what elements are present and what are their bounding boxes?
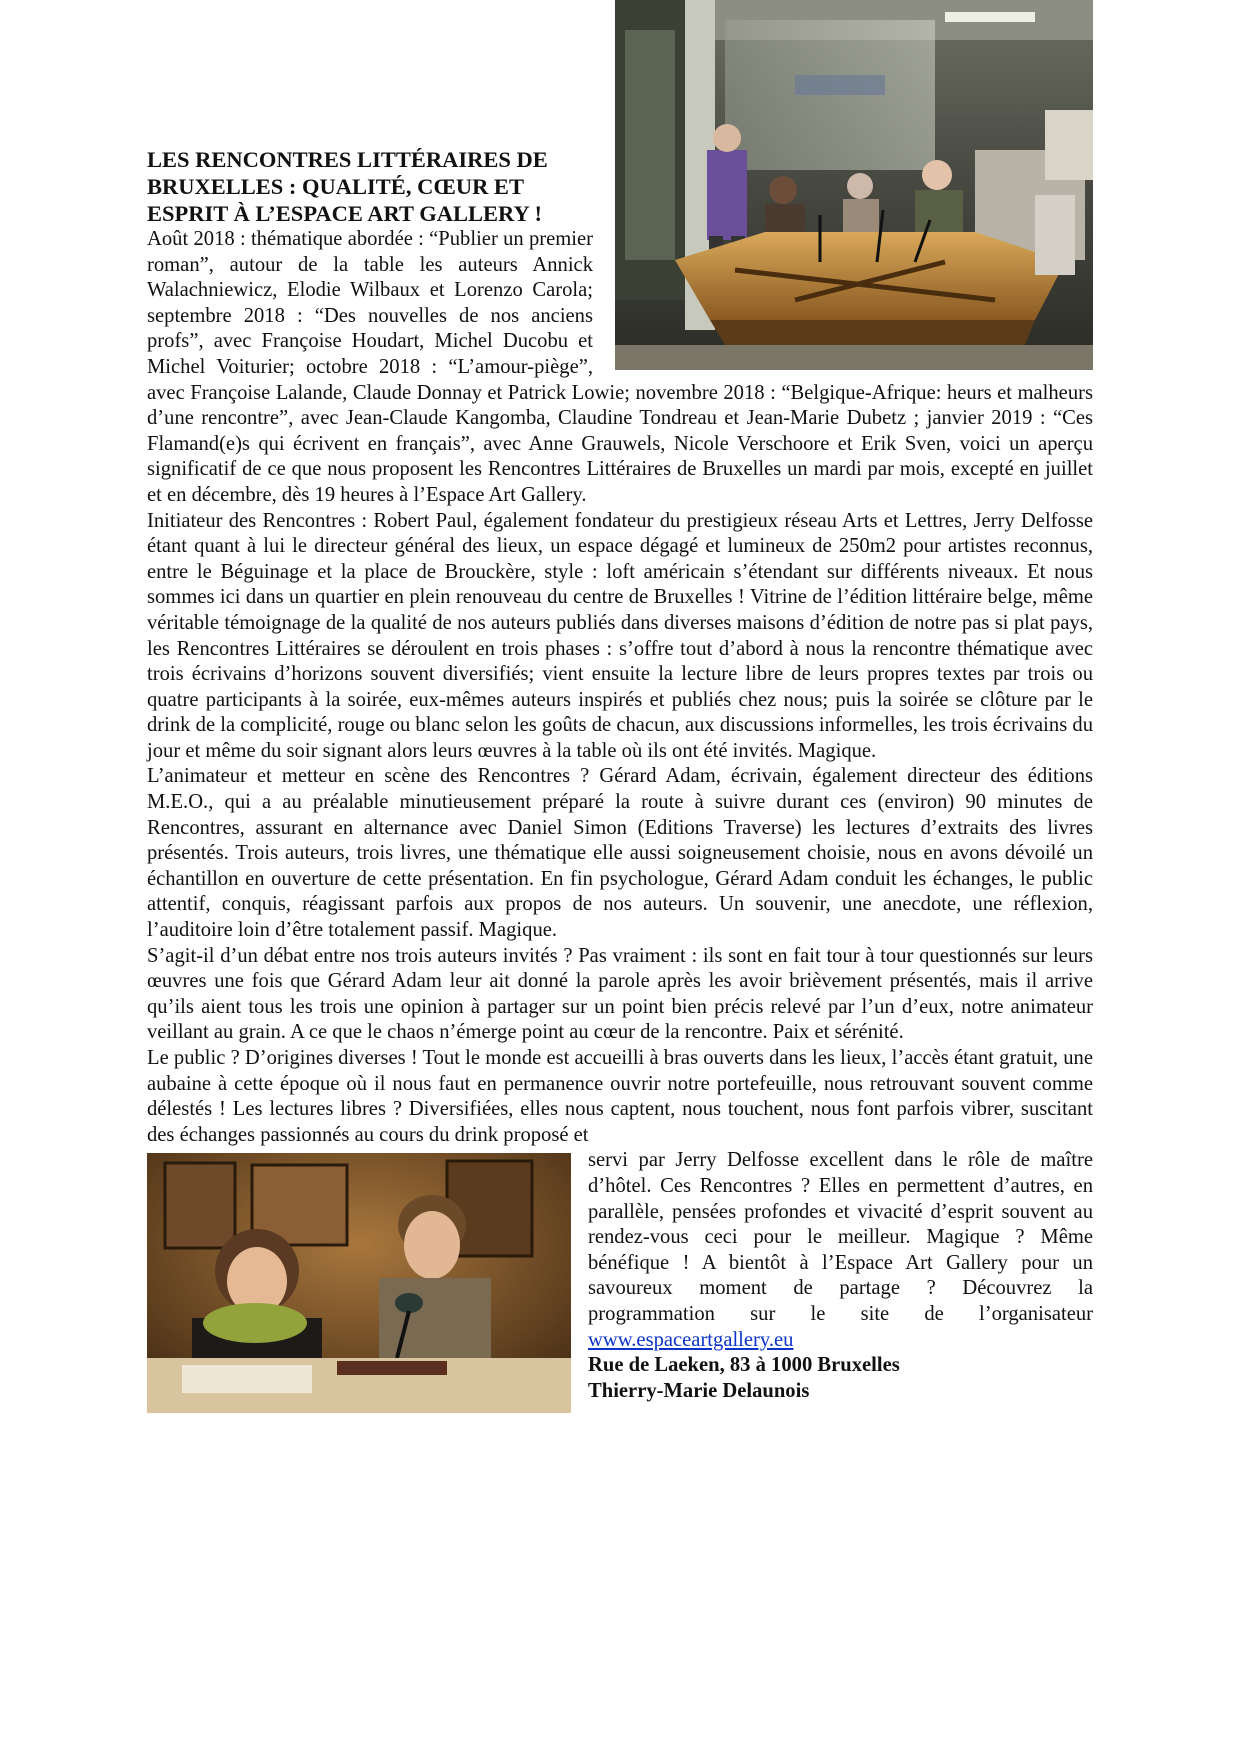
- photo-two-authors: [147, 1153, 571, 1413]
- address: Rue de Laeken, 83 à 1000 Bruxelles: [588, 1354, 900, 1377]
- article-paragraph-2: Initiateur des Rencontres : Robert Paul, également fondateur du prestigieux réseau Arts et Lettres, Jerry Delfosse étant quant à lui le directeur général des lieux, un espace dégagé et lumineux de 250m2 pour artistes reconnus, entre le Béguinage et la place de Brouckère, style : loft américain s’étendant sur différents niveaux. Et nous sommes ici dans un quartier en plein renouveau du centre de Bruxelles ! Vitrine de l’édition littéraire belge, même véritable témoignage de la qualité de nos auteurs publiés dans diverses maisons d’édition de notre pas si plat pays, les Rencontres Littéraires se déroulent en trois phases : s’offre tout d’abord à nous la rencontre thématique avec trois écrivains d’horizons souvent diversifiés; vient ensuite la lecture libre de leurs propres textes par trois ou quatre participants à la soirée, eux-mêmes auteurs inspirés et publiés chez nous; puis la soirée se clôture par le drink de la complicité, rouge ou blanc selon les goûts de chacun, aux discussions informelles, les trois écrivains du jour et même du soir signant alors leurs œuvres à la table où ils ont été invités. Magique.: [147, 509, 1093, 762]
- photo-panel-discussion: [615, 0, 1093, 370]
- article-paragraph-5: Le public ? D’origines diverses ! Tout le monde est accueilli à bras ouverts dans les lieux, l’accès étant gratuit, une aubaine à cette époque où il nous faut en permanence ouvrir notre portefeuille, nous retrouvant souvent comme délestés ! Les lectures libres ? Diversifiées, elles nous captent, nous touchent, nous font parfois vibrer, suscitant des échanges passionnés au cours du drink proposé et: [147, 1047, 1093, 1146]
- author-signature: Thierry-Marie Delaunois: [588, 1379, 810, 1402]
- article-paragraph-3: L’animateur et metteur en scène des Rencontres ? Gérard Adam, écrivain, également directeur des éditions M.E.O., qui a au préalable minutieusement préparé la route à suivre durant ces (environ) 90 minutes de Rencontres, assurant en alternance avec Daniel Simon (Editions Traverse) les lectures d’extraits des livres présentés. Trois auteurs, trois livres, une thématique elle aussi soigneusement choisie, nous en avons dévoilé un échantillon en ouverture de cette présentation. En fin psychologue, Gérard Adam conduit les échanges, le public attentif, conquis, réagissant parfois aux propos de nos auteurs. Un souvenir, une anecdote, une réflexion, l’auditoire loin d’être totalement passif. Magique.: [147, 765, 1093, 942]
- article-title: LES RENCONTRES LITTÉRAIRES DE BRUXELLES : QUALITÉ, CŒUR ET ESPRIT À L’ESPACE ART GALLERY !: [147, 147, 548, 226]
- article-column: [147, 146, 1093, 1417]
- article-paragraph-4: S’agit-il d’un débat entre nos trois auteurs invités ? Pas vraiment : ils sont en fait tour à tour questionnés sur leurs œuvres une fois que Gérard Adam leur ait donné la parole après les avoir brièvement présentés, mais il arrive qu’ils aient tous les trois une opinion à partager sur un point bien précis relevé par l’un d’eux, notre animateur veillant au grain. A ce que le chaos n’émerge point au cœur de la rencontre. Paix et sérénité.: [147, 944, 1093, 1044]
- closing-text: servi par Jerry Delfosse excellent dans le rôle de maître d’hôtel. Ces Rencontres ? Elles en permettent d’autres, en parallèle, pensées profondes et vivacité d’esprit souvent au rendez-vous ceci pour le meilleur. Magique ? Même bénéfique ! A bientôt à l’Espace Art Gallery pour un savoureux moment de partage ? Découvrez la programmation sur le site de l’organisateur: [588, 1149, 1093, 1325]
- website-link[interactable]: www.espaceartgallery.eu: [588, 1328, 794, 1351]
- article-paragraph-1: Août 2018 : thématique abordée : “Publier un premier roman”, autour de la table les auteurs Annick Walachniewicz, Elodie Wilbaux et Lorenzo Carola; septembre 2018 : “Des nouvelles de nos anciens profs”, avec Françoise Houdart, Michel Ducobu et Michel Voiturier; octobre 2018 : “L’amour-piège”, avec Françoise Lalande, Claude Donnay et Patrick Lowie; novembre 2018 : “Belgique-Afrique: heurs et malheurs d’une rencontre”, avec Jean-Claude Kangomba, Claudine Tondreau et Jean-Marie Dubetz ; janvier 2019 : “Ces Flamand(e)s qui écrivent en français”, avec Anne Grauwels, Nicole Verschoore et Erik Sven, voici un aperçu significatif de ce que nous proposent les Rencontres Littéraires de Bruxelles un mardi par mois, excepté en juillet et en décembre, dès 19 heures à l’Espace Art Gallery.: [147, 228, 1093, 506]
